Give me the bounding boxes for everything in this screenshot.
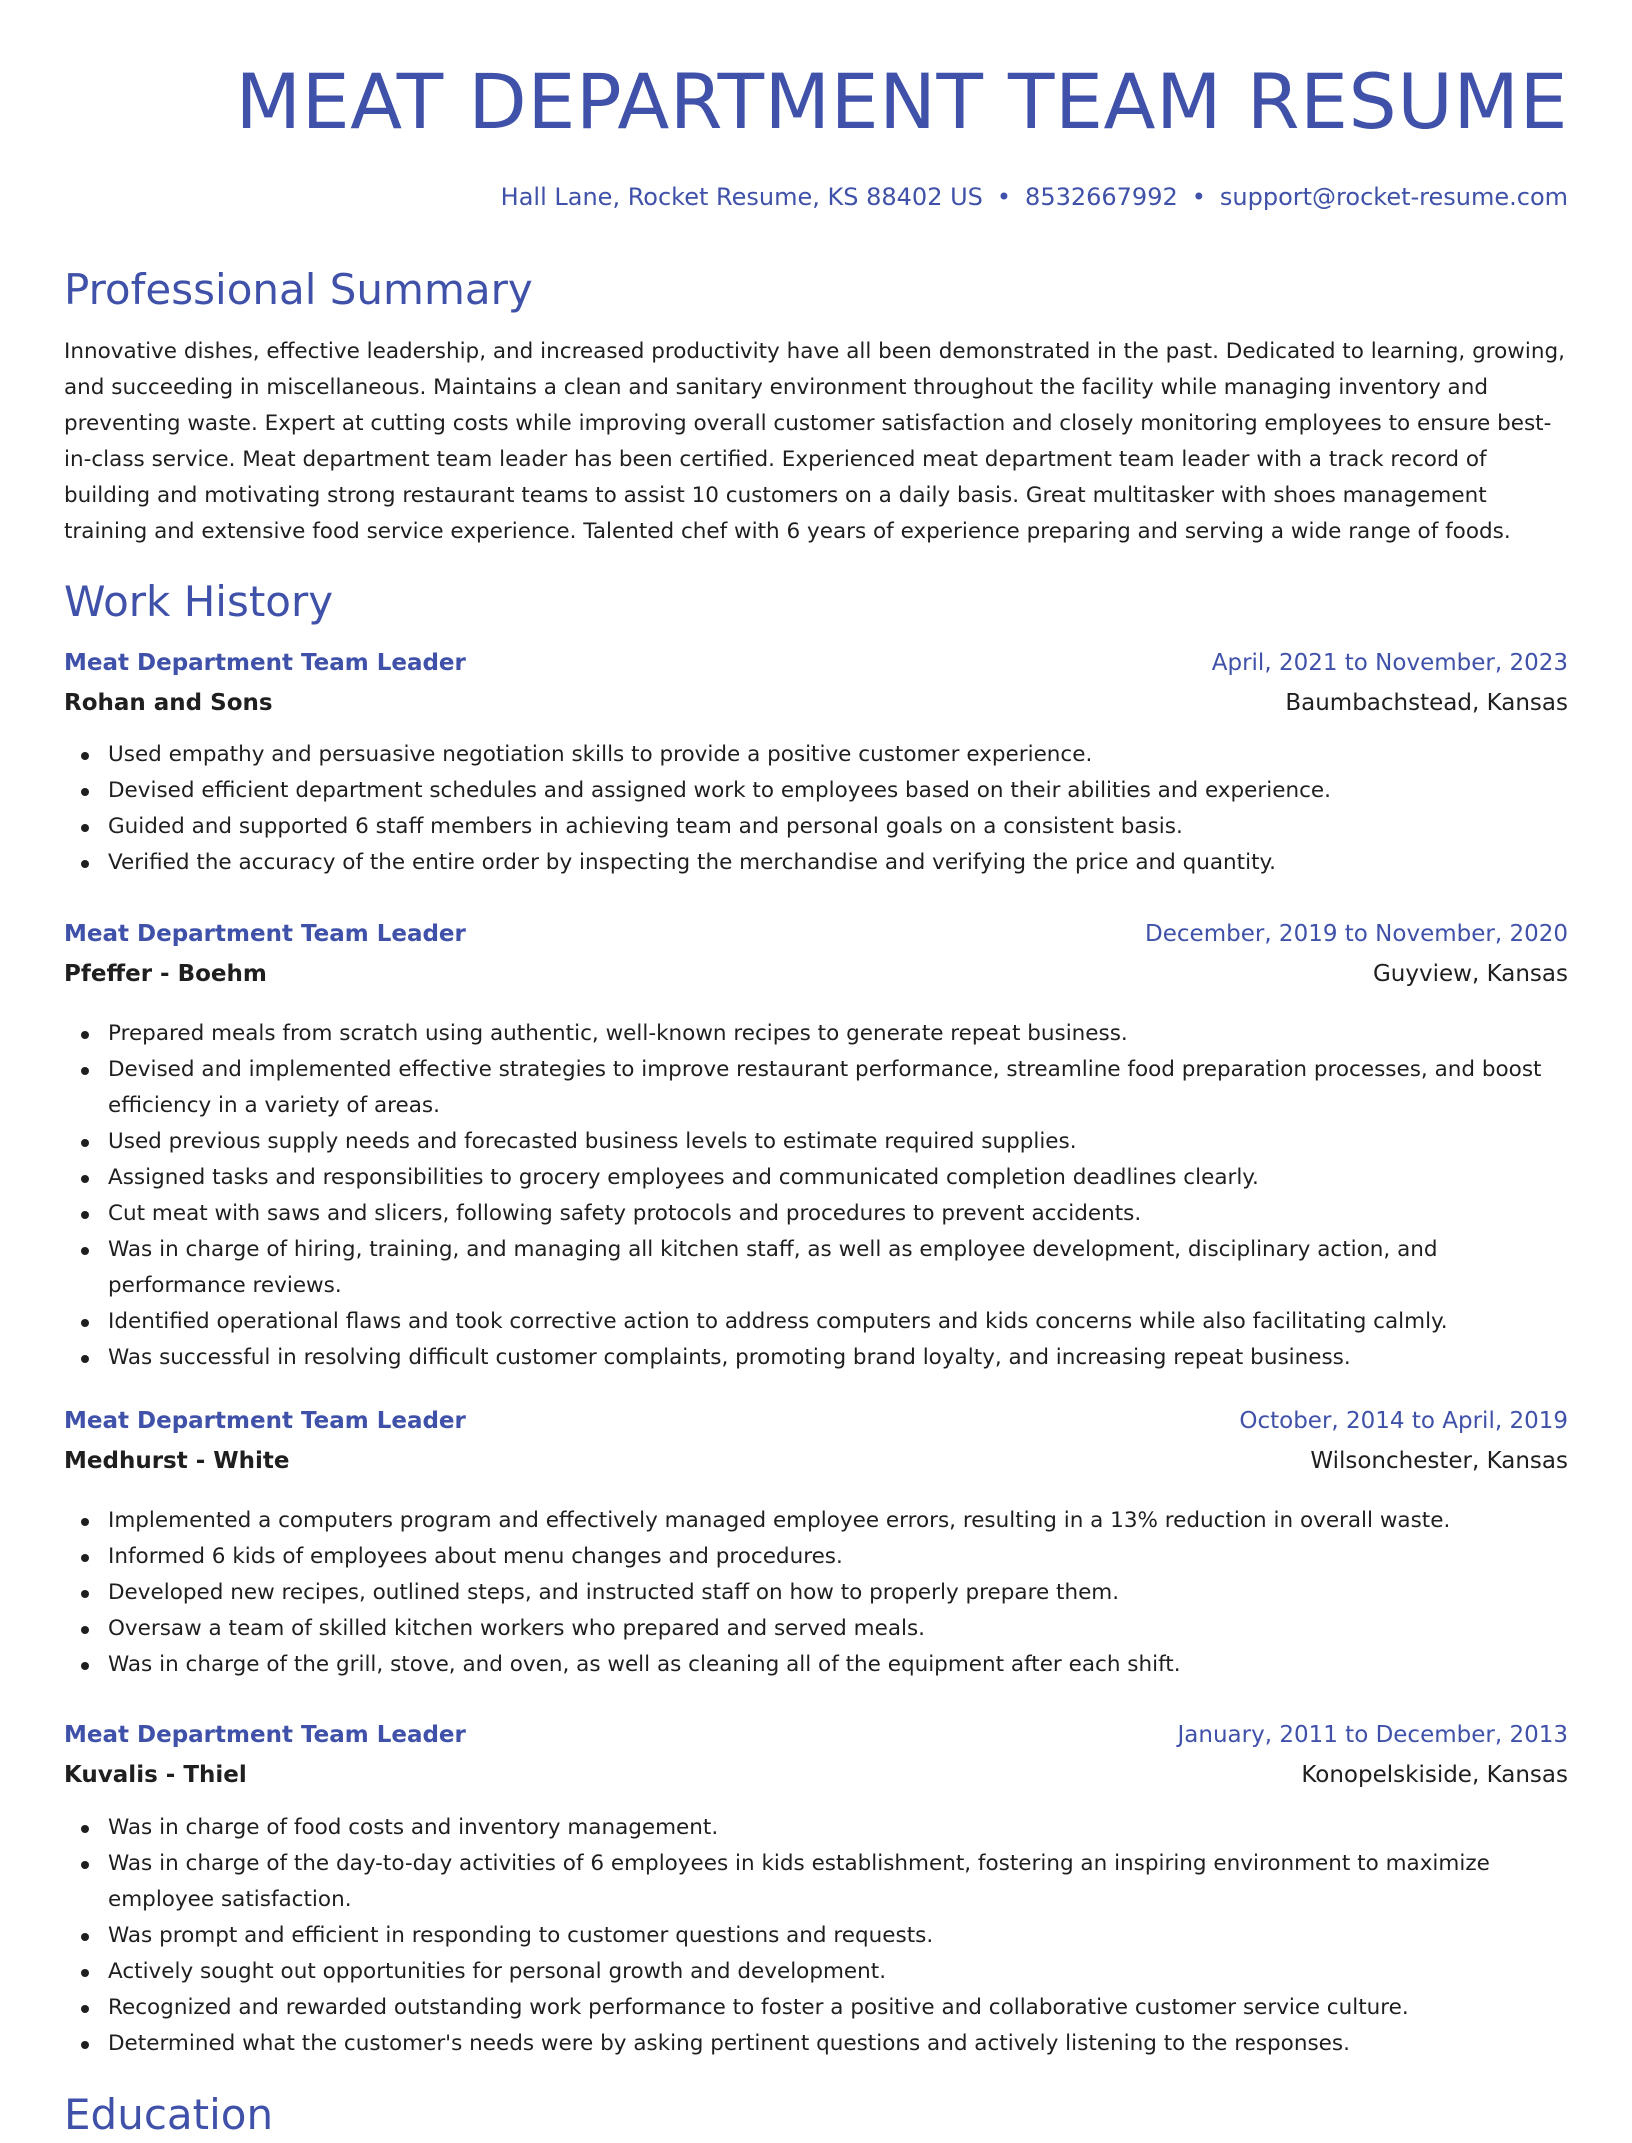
job-bullet: Was in charge of the day-to-day activities of 6 employees in kids establishment, fostering an inspiring environment to maximize employee satisfaction. <box>64 1846 1568 1918</box>
job-company-row <box>64 954 1568 994</box>
job-bullet: Identified operational flaws and took corrective action to address computers and kids concerns while also facilitating calmly. <box>64 1304 1568 1340</box>
job-dates: April, 2021 to November, 2023 <box>1211 650 1568 676</box>
job-bullet: Was in charge of food costs and inventory management. <box>64 1810 1568 1846</box>
job-bullet: Was in charge of the grill, stove, and oven, as well as cleaning all of the equipment after each shift. <box>64 1647 1568 1683</box>
job-bullet: Determined what the customer's needs were by asking pertinent questions and actively listening to the responses. <box>64 2026 1568 2062</box>
job-company: Pfeffer - Boehm <box>64 961 267 987</box>
job-bullet: Used empathy and persuasive negotiation skills to provide a positive customer experience. <box>64 737 1568 773</box>
job-bullet: Cut meat with saws and slicers, following safety protocols and procedures to prevent accidents. <box>64 1196 1568 1232</box>
job-bullet: Was in charge of hiring, training, and managing all kitchen staff, as well as employee development, disciplinary action, and performance reviews. <box>64 1232 1568 1304</box>
job-bullet: Developed new recipes, outlined steps, and instructed staff on how to properly prepare them. <box>64 1575 1568 1611</box>
contact-address: Hall Lane, Rocket Resume, KS 88402 US <box>500 183 983 211</box>
contact-separator: • <box>1191 183 1206 211</box>
job-bullet: Used previous supply needs and forecasted business levels to estimate required supplies. <box>64 1124 1568 1160</box>
job-bullet: Verified the accuracy of the entire order by inspecting the merchandise and verifying the price and quantity. <box>64 845 1568 881</box>
job-location: Guyview, Kansas <box>1372 961 1568 987</box>
job-title: Meat Department Team Leader <box>64 1722 466 1748</box>
job-bullet: Oversaw a team of skilled kitchen workers who prepared and served meals. <box>64 1611 1568 1647</box>
job-bullets <box>64 737 1568 881</box>
job-bullet: Informed 6 kids of employees about menu changes and procedures. <box>64 1539 1568 1575</box>
job-entry <box>64 1715 1568 1795</box>
job-company: Kuvalis - Thiel <box>64 1762 247 1788</box>
job-bullets <box>64 1016 1568 1376</box>
job-bullets <box>64 1503 1568 1683</box>
job-entry <box>64 643 1568 723</box>
job-title-row <box>64 914 1568 954</box>
job-title: Meat Department Team Leader <box>64 1408 466 1434</box>
job-company: Medhurst - White <box>64 1448 290 1474</box>
job-bullet: Was successful in resolving difficult customer complaints, promoting brand loyalty, and increasing repeat business. <box>64 1340 1568 1376</box>
job-entry <box>64 914 1568 994</box>
work-history-heading: Work History <box>64 577 334 626</box>
education-heading: Education <box>64 2090 274 2139</box>
job-location: Baumbachstead, Kansas <box>1285 690 1568 716</box>
job-company: Rohan and Sons <box>64 690 273 716</box>
job-title-row <box>64 643 1568 683</box>
job-bullet: Devised efficient department schedules and assigned work to employees based on their abilities and experience. <box>64 773 1568 809</box>
job-title-row <box>64 1715 1568 1755</box>
job-bullet: Guided and supported 6 staff members in achieving team and personal goals on a consistent basis. <box>64 809 1568 845</box>
contact-phone: 8532667992 <box>1025 183 1178 211</box>
job-title-row <box>64 1401 1568 1441</box>
contact-email: support@rocket-resume.com <box>1219 183 1568 211</box>
contact-separator: • <box>996 183 1012 211</box>
job-title: Meat Department Team Leader <box>64 650 466 676</box>
resume-title: MEAT DEPARTMENT TEAM RESUME <box>235 57 1568 146</box>
job-location: Wilsonchester, Kansas <box>1310 1448 1568 1474</box>
job-company-row <box>64 683 1568 723</box>
job-bullet: Recognized and rewarded outstanding work performance to foster a positive and collaborative customer service culture. <box>64 1990 1568 2026</box>
contact-line <box>501 180 1568 214</box>
job-title: Meat Department Team Leader <box>64 921 466 947</box>
job-bullet: Actively sought out opportunities for personal growth and development. <box>64 1954 1568 1990</box>
job-company-row <box>64 1441 1568 1481</box>
job-dates: October, 2014 to April, 2019 <box>1239 1408 1568 1434</box>
job-entry <box>64 1401 1568 1481</box>
job-bullets <box>64 1810 1568 2062</box>
job-bullet: Prepared meals from scratch using authentic, well-known recipes to generate repeat business. <box>64 1016 1568 1052</box>
job-dates: December, 2019 to November, 2020 <box>1145 921 1568 947</box>
job-dates: January, 2011 to December, 2013 <box>1177 1722 1568 1748</box>
job-bullet: Was prompt and efficient in responding to customer questions and requests. <box>64 1918 1568 1954</box>
job-bullet: Implemented a computers program and effectively managed employee errors, resulting in a 13% reduction in overall waste. <box>64 1503 1568 1539</box>
summary-text: Innovative dishes, effective leadership, and increased productivity have all been demonstrated in the past. Dedicated to learning, growing, and succeeding in miscellaneous. Maintains a clean and sanitary environment throughout the facility while managing inventory and preventing waste. Expert at cutting costs while improving overall customer satisfaction and closely monitoring employees to ensure best-in-class service. Meat department team leader has been certified. Experienced meat department team leader with a track record of building and motivating strong restaurant teams to assist 10 customers on a daily basis. Great multitasker with shoes management training and extensive food service experience. Talented chef with 6 years of experience preparing and serving a wide range of foods. <box>64 339 1565 544</box>
job-location: Konopelskiside, Kansas <box>1301 1762 1568 1788</box>
job-bullet: Assigned tasks and responsibilities to grocery employees and communicated completion deadlines clearly. <box>64 1160 1568 1196</box>
job-company-row <box>64 1755 1568 1795</box>
job-bullet: Devised and implemented effective strategies to improve restaurant performance, streamline food preparation processes, and boost efficiency in a variety of areas. <box>64 1052 1568 1124</box>
summary-heading: Professional Summary <box>64 265 533 314</box>
